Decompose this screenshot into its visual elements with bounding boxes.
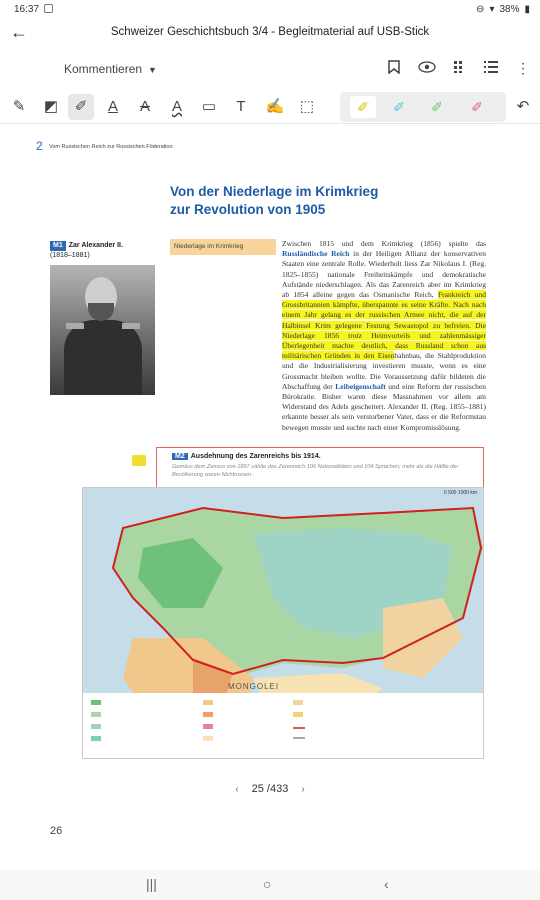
margin-keyword: Niederlage im Krimkrieg: [170, 239, 276, 255]
cyan-pen-icon[interactable]: ✐: [393, 99, 405, 115]
back-nav-icon[interactable]: ‹: [384, 876, 389, 892]
status-time: 16:37: [14, 4, 40, 15]
back-arrow-icon[interactable]: ←: [10, 22, 28, 42]
document-page: [0, 125, 540, 870]
underline-icon[interactable]: A: [107, 98, 118, 115]
m1-years: (1818–1881): [50, 252, 90, 259]
chapter-title: Vom Russischen Reich zur Russischen Föderation: [49, 144, 173, 150]
eraser-icon[interactable]: ◩: [43, 98, 59, 115]
heading-line-2: zur Revolution von 1905: [170, 202, 326, 217]
document-title: Schweizer Geschichtsbuch 3/4 - Begleitmaterial auf USB-Stick: [110, 26, 430, 38]
home-icon[interactable]: ○: [263, 876, 272, 892]
m2-description: Gemäss dem Zensus von 1897 zählte das Zarenreich 106 Nationalitäten und 104 Sprachen; mehr als die Hälfte der Bevölkerung waren Nichtrussen.: [172, 464, 459, 478]
russian-empire-map: [83, 488, 484, 759]
battery-text: 38%: [499, 4, 520, 15]
mode-label: Kommentieren: [64, 62, 143, 76]
squiggly-icon[interactable]: A: [171, 98, 182, 115]
m2-caption: [172, 453, 321, 460]
highlighter-icon[interactable]: ✐: [68, 94, 94, 120]
body-text[interactable]: Zwischen 1815 und dem Krimkrieg (1856) spielte das Russländische Reich in der Heiligen Allianz der konservativen Staaten eine zentrale Rolle. Wiederholt liess Zar Nikolaus I. (Reg. 1825–1855) nationale Freiheitskämpfe und demokratische Aufstände niederschlagen. Als das Zarenreich aber im Krimkrieg ab 1854 alleine gegen das Osmanische Reich, Frankreich und Grossbritannien kämpfte, überspannte es seine Kräfte. Nach nach einem Jahr gelang es der russischen Armee nicht, die auf der Halbinsel Krim gelegene Festung Sewastopol zu befreien. Die Niederlage 1856 trotz Heimvorteils und zahlenmässiger Überlegenheit machte deutlich, dass Russland schon aus militärischen Gründen in den Eisenbahnbau, die Stahlproduktion und die Industrialisierung investieren musste, wenn es eine Grossmacht bleiben wollte. Die Voraussetzung dafür bildeten die Abschaffung der Leibeigenschaft und eine Reform der russischen Bürokratie. Bisher waren diese Massnahmen vor allem am Widerstand des Adels gescheitert. Alexander II. (Reg. 1855–1881) erkannte besser als sein verstorbener Vater, dass er die Reformstau bewegen musste und suchte nach einer Kompromisslösung.: [282, 239, 486, 432]
m1-badge: M1: [50, 241, 66, 251]
list-view-icon[interactable]: [484, 60, 498, 76]
chapter-number: 2: [36, 139, 43, 153]
bookmark-icon[interactable]: [388, 60, 400, 77]
chevron-down-icon: ▼: [148, 65, 157, 75]
m1-title: Zar Alexander II.: [68, 242, 123, 249]
grid-view-icon[interactable]: [454, 60, 466, 76]
text-icon[interactable]: T: [236, 98, 246, 115]
print-page-number: 26: [50, 825, 63, 837]
system-nav-bar: [0, 870, 540, 900]
recents-icon[interactable]: |||: [146, 876, 157, 892]
signature-icon[interactable]: ✍: [265, 98, 285, 115]
more-vert-icon[interactable]: ⋮: [516, 60, 530, 76]
page-counter: 25 /433: [251, 783, 289, 795]
map-label: MONGOLEI: [228, 682, 280, 691]
notification-icon: [44, 4, 53, 13]
mode-dropdown[interactable]: [64, 62, 157, 76]
wifi-icon: ▾: [489, 4, 495, 15]
page-heading: [170, 183, 430, 219]
highlight-annotation[interactable]: Frankreich und Grossbritannien kämpfte, überspannte es seine Kräfte. Nach nach einem Jahr gelang es der russischen Armee nicht, die auf der Halbinsel Krim gelegene Festung Sewastopol zu befreien. Die Niederlage 1856 trotz Heimvorteils und zahlenmässiger Überlegenheit machte deutlich, dass Russland schon aus militärischen Gründen in den Eisen: [282, 290, 486, 361]
glossary-link[interactable]: Leibeigenschaft: [335, 381, 386, 391]
yellow-highlighter-icon[interactable]: ✐: [350, 96, 376, 118]
m1-caption: [50, 241, 123, 261]
prev-page-icon[interactable]: ‹: [235, 784, 239, 795]
pen-icon[interactable]: ✎: [12, 98, 26, 115]
comment-note-icon[interactable]: [132, 455, 146, 466]
eye-icon[interactable]: [418, 60, 436, 76]
do-not-disturb-icon: ⊖: [476, 4, 485, 15]
comment-icon[interactable]: ▭: [201, 98, 217, 115]
selection-icon[interactable]: ⬚: [299, 98, 315, 115]
undo-icon[interactable]: ↶: [516, 98, 530, 115]
pink-pen-icon[interactable]: ✐: [471, 99, 483, 115]
heading-line-1: Von der Niederlage im Krimkrieg: [170, 184, 379, 199]
status-bar: [0, 0, 540, 20]
glossary-link[interactable]: Russländische Reich: [282, 249, 350, 259]
map-scale: 0 500 1000 km: [443, 490, 477, 496]
next-page-icon[interactable]: ›: [301, 784, 305, 795]
portrait-image: [50, 265, 155, 395]
app-header: [0, 20, 540, 50]
page-navigator: [224, 779, 316, 799]
pen-presets: [340, 92, 506, 122]
strikethrough-icon[interactable]: A: [139, 98, 150, 115]
green-pen-icon[interactable]: ✐: [431, 99, 443, 115]
battery-icon: ▮: [524, 4, 530, 15]
m2-badge: M2: [172, 453, 188, 460]
map-image: [82, 487, 484, 759]
top-toolbar: [0, 52, 540, 86]
status-right: [476, 4, 530, 15]
m2-title: Ausdehnung des Zarenreichs bis 1914.: [190, 453, 321, 460]
